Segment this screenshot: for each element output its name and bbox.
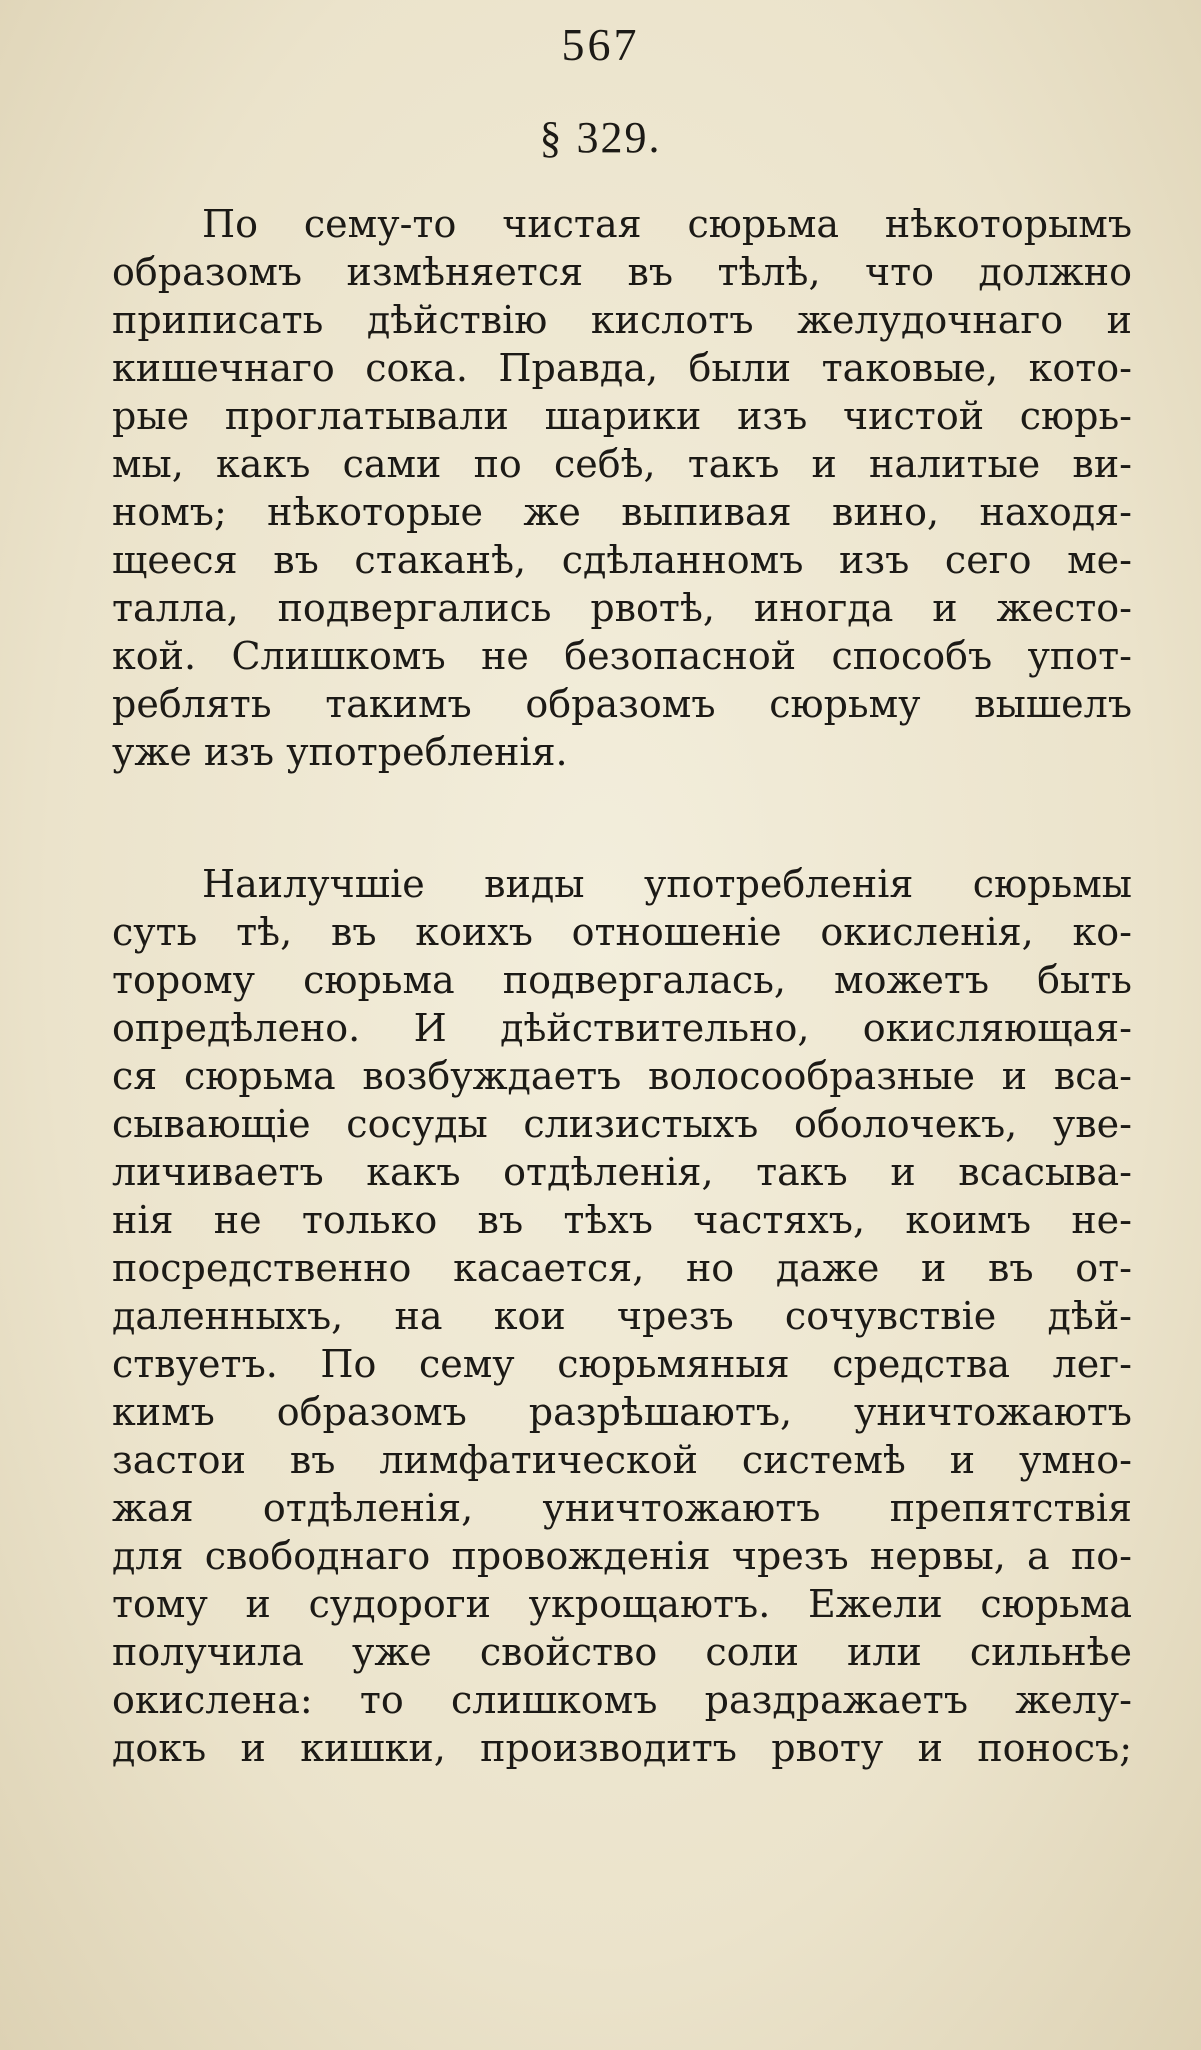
text-line: нія не только въ тѣхъ частяхъ, коимъ не- (112, 1198, 1132, 1242)
text-line: приписать дѣйствію кислотъ желудочнаго и (112, 298, 1132, 342)
text-line: ся сюрьма возбуждаетъ волосообразные и вса- (112, 1054, 1132, 1098)
paragraph-1 (112, 200, 1132, 776)
text-line: торому сюрьма подвергалась, можетъ быть (112, 958, 1132, 1002)
text-line: ствуетъ. По сему сюрьмяныя средства лег- (112, 1342, 1132, 1386)
text-line: для свободнаго провожденія чрезъ нервы, а по- (112, 1534, 1132, 1578)
text-line: опредѣлено. И дѣйствительно, окисляющая- (112, 1006, 1132, 1050)
text-line: кимъ образомъ разрѣшаютъ, уничтожаютъ (112, 1390, 1132, 1434)
text-line: талла, подвергались рвотѣ, иногда и жесто- (112, 586, 1132, 630)
text-line: мы, какъ сами по себѣ, такъ и налитые ви- (112, 442, 1132, 486)
text-line: щееся въ стаканѣ, сдѣланномъ изъ сего ме- (112, 538, 1132, 582)
text-line: номъ; нѣкоторые же выпивая вино, находя- (112, 490, 1132, 534)
text-line: кой. Слишкомъ не безопасной способъ упот- (112, 634, 1132, 678)
text-line: жая отдѣленія, уничтожаютъ препятствія (112, 1486, 1132, 1530)
text-line: окислена: то слишкомъ раздражаетъ желу- (112, 1678, 1132, 1722)
paragraph-2 (112, 860, 1132, 1772)
text-line: Наилучшіе виды употребленія сюрьмы (202, 862, 1132, 906)
text-line: сывающіе сосуды слизистыхъ оболочекъ, уве- (112, 1102, 1132, 1146)
text-line: докъ и кишки, производитъ рвоту и поносъ; (112, 1726, 1132, 1770)
text-line: застои въ лимфатической системѣ и умно- (112, 1438, 1132, 1482)
text-line: реблять такимъ образомъ сюрьму вышелъ (112, 682, 1132, 726)
text-line: получила уже свойство соли или сильнѣе (112, 1630, 1132, 1674)
text-line: личиваетъ какъ отдѣленія, такъ и всасыва- (112, 1150, 1132, 1194)
text-line: посредственно касается, но даже и въ от- (112, 1246, 1132, 1290)
section-heading: § 329. (539, 113, 662, 162)
page-number: 567 (561, 19, 640, 70)
text-line: уже изъ употребленія. (112, 730, 568, 774)
text-line: образомъ измѣняется въ тѣлѣ, что должно (112, 250, 1132, 294)
text-line: По сему-то чистая сюрьма нѣкоторымъ (202, 202, 1132, 246)
text-line: суть тѣ, въ коихъ отношеніе окисленія, ко- (112, 910, 1132, 954)
text-line: тому и судороги укрощаютъ. Ежели сюрьма (112, 1582, 1132, 1626)
text-line: рые проглатывали шарики изъ чистой сюрь- (112, 394, 1132, 438)
text-line: кишечнаго сока. Правда, были таковые, кото- (112, 346, 1132, 390)
text-line: даленныхъ, на кои чрезъ сочувствіе дѣй- (112, 1294, 1132, 1338)
